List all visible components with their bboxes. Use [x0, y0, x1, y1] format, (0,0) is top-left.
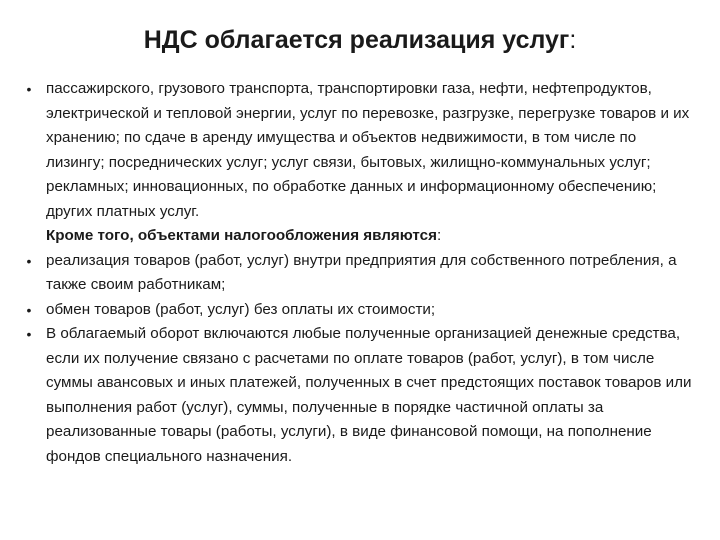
- list-item-text: В облагаемый оборот включаются любые полученные организацией денежные средства, если их получение связано с расчетами по оплате товаров (работ, услуг), в том числе суммы авансовых и иных платежей, полученных в счет предстоящих поставок товаров или выполнения работ (услуг), суммы, полученные в порядке частичной оплаты за реализованные товары (работы, услуги), в виде финансовой помощи, на пополнение фондов специального назначения.: [46, 325, 692, 465]
- list-item: [22, 298, 698, 323]
- list-item-text: обмен товаров (работ, услуг) без оплаты их стоимости;: [46, 300, 436, 318]
- subheading-tail: :: [436, 227, 442, 244]
- subheading-bold: Кроме того, объектами налогообложения являются: [46, 227, 437, 244]
- slide-body: [22, 77, 698, 469]
- list-item-text: пассажирского, грузового транспорта, транспортировки газа, нефти, нефтепродуктов, электрической и тепловой энергии, услуг по перевозке, разгрузке, перегрузке товаров и их хранению; по сдаче в аренду имущества и объектов недвижимости, в том числе по лизингу; посреднических услуг; услуг связи, бытовых, жилищно-коммунальных услуг; рекламных; инновационных, по обработке данных и информационному обеспечению; других платных услуг.: [46, 80, 690, 220]
- list-item: [22, 249, 698, 298]
- slide-title: [0, 24, 720, 56]
- bullet-icon: •: [26, 301, 32, 318]
- list-item: [22, 77, 698, 224]
- bullet-icon: •: [26, 252, 32, 269]
- slide-title-tail: :: [569, 26, 577, 54]
- list-item: [22, 322, 698, 469]
- bullet-icon: •: [26, 326, 32, 342]
- list-item-text: реализация товаров (работ, услуг) внутри предприятия для собственного потребления, а также своим работникам;: [46, 251, 677, 293]
- slide-title-bold: НДС облагается реализация услуг: [143, 26, 570, 54]
- bullet-icon: •: [26, 81, 32, 97]
- subheading: [22, 224, 698, 249]
